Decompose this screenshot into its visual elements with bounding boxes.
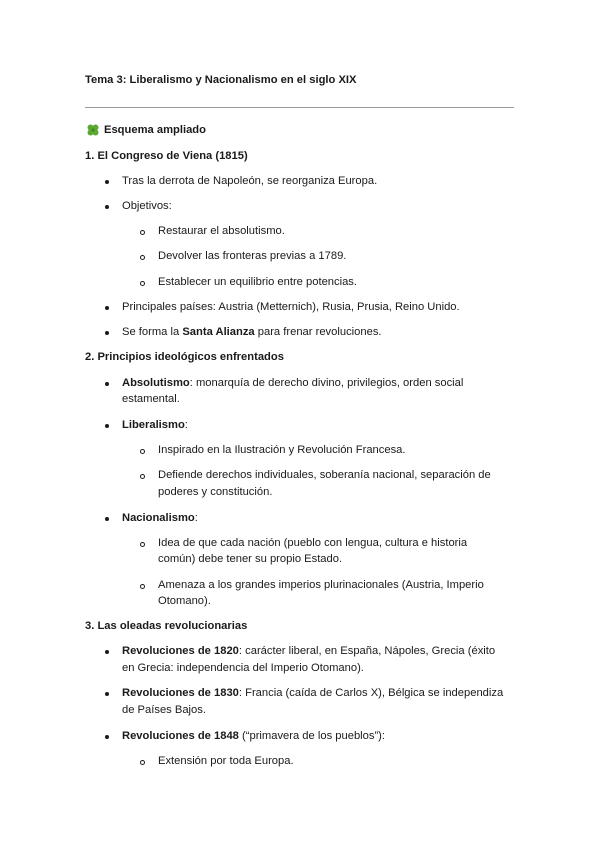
- bold-term: Liberalismo: [122, 419, 185, 431]
- text-run: :: [194, 512, 198, 524]
- bold-term: Santa Alianza: [182, 326, 255, 338]
- list-item: Tras la derrota de Napoleón, se reorganiza Europa.: [122, 175, 378, 187]
- bold-term: Absolutismo: [122, 377, 190, 389]
- bullet-dot: [105, 692, 109, 696]
- bullet-dot: [105, 650, 109, 654]
- document-title: Tema 3: Liberalismo y Nacionalismo en el siglo XIX: [85, 74, 357, 86]
- four-leaf-clover-icon: [86, 123, 100, 137]
- sub-list-item: Devolver las fronteras previas a 1789.: [158, 250, 347, 262]
- sub-list-item: Establecer un equilibrio entre potencias.: [158, 276, 358, 288]
- list-item: [122, 728, 385, 745]
- list-item-continuation: en Grecia: independencia del Imperio Otomano).: [122, 662, 364, 674]
- sub-list-item-continuation: Otomano).: [158, 595, 211, 607]
- bold-term: Revoluciones de 1848: [122, 730, 239, 742]
- sub-bullet-circle: [140, 281, 145, 286]
- bullet-dot: [105, 180, 109, 184]
- sub-list-item: Idea de que cada nación (pueblo con lengua, cultura e historia: [158, 537, 468, 549]
- text-run: (“primavera de los pueblos”):: [238, 730, 386, 742]
- section-2-heading: 2. Principios ideológicos enfrentados: [85, 351, 284, 363]
- sub-list-item: Amenaza a los grandes imperios plurinacionales (Austria, Imperio: [158, 579, 484, 591]
- bullet-dot: [105, 735, 109, 739]
- list-item: [122, 643, 495, 660]
- sub-bullet-circle: [140, 474, 145, 479]
- schema-heading: Esquema ampliado: [104, 124, 206, 136]
- sub-bullet-circle: [140, 449, 145, 454]
- bullet-dot: [105, 331, 109, 335]
- sub-bullet-circle: [140, 760, 145, 765]
- text-run: : Francia (caída de Carlos X), Bélgica se independiza: [238, 687, 504, 699]
- bullet-dot: [105, 306, 109, 310]
- list-item: [122, 417, 188, 434]
- list-item: [122, 375, 463, 392]
- text-run: para frenar revoluciones.: [254, 326, 382, 338]
- list-item: [122, 510, 198, 527]
- text-run: Se forma la: [122, 326, 183, 338]
- bullet-dot: [105, 424, 109, 428]
- sub-list-item: Restaurar el absolutismo.: [158, 225, 285, 237]
- text-run: : monarquía de derecho divino, privilegios, orden social: [189, 377, 464, 389]
- list-item: [122, 324, 382, 341]
- list-item-continuation: estamental.: [122, 393, 180, 405]
- section-1-heading: 1. El Congreso de Viena (1815): [85, 150, 248, 162]
- list-item-continuation: de Países Bajos.: [122, 704, 206, 716]
- sub-bullet-circle: [140, 584, 145, 589]
- bold-term: Revoluciones de 1830: [122, 687, 239, 699]
- sub-bullet-circle: [140, 230, 145, 235]
- list-item: Objetivos:: [122, 200, 172, 212]
- sub-bullet-circle: [140, 255, 145, 260]
- bold-term: Revoluciones de 1820: [122, 645, 239, 657]
- sub-bullet-circle: [140, 542, 145, 547]
- sub-list-item: Defiende derechos individuales, soberanía nacional, separación de: [158, 469, 491, 481]
- bullet-dot: [105, 517, 109, 521]
- sub-list-item-continuation: común) debe tener su propio Estado.: [158, 553, 343, 565]
- sub-list-item-continuation: poderes y constitución.: [158, 486, 273, 498]
- section-3-heading: 3. Las oleadas revolucionarias: [85, 620, 248, 632]
- bullet-dot: [105, 382, 109, 386]
- sub-list-item: Extensión por toda Europa.: [158, 755, 294, 767]
- bold-term: Nacionalismo: [122, 512, 195, 524]
- horizontal-rule: [85, 107, 514, 108]
- sub-list-item: Inspirado en la Ilustración y Revolución Francesa.: [158, 444, 406, 456]
- text-run: :: [184, 419, 188, 431]
- bullet-dot: [105, 205, 109, 209]
- list-item: [122, 685, 503, 702]
- text-run: : carácter liberal, en España, Nápoles, Grecia (éxito: [238, 645, 496, 657]
- list-item: Principales países: Austria (Metternich), Rusia, Prusia, Reino Unido.: [122, 301, 460, 313]
